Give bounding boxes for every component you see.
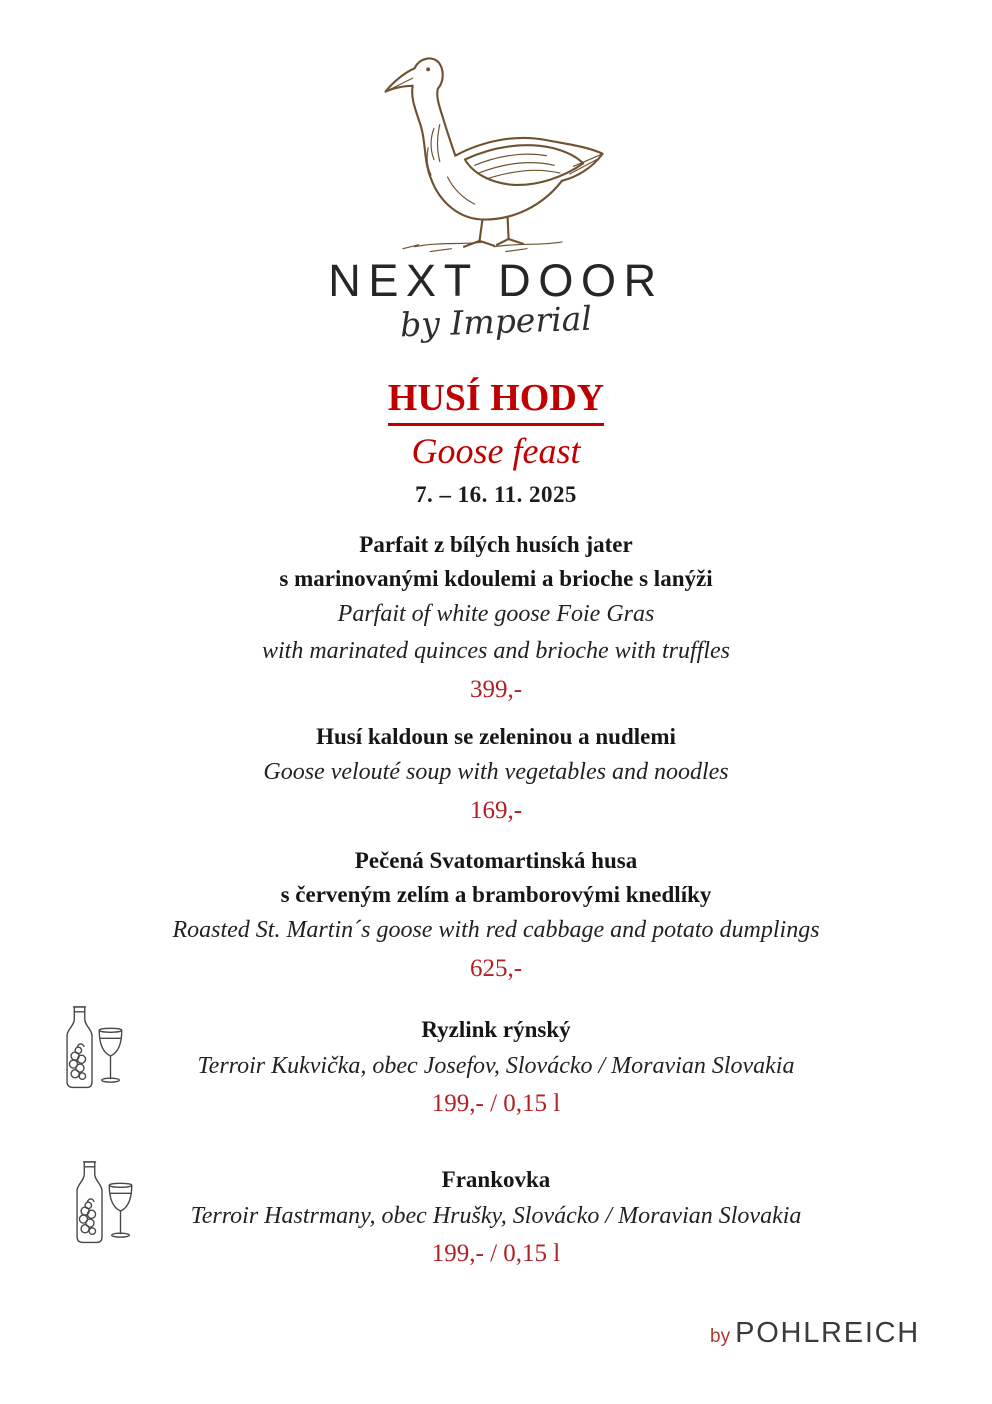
wine-price: 199,- / 0,15 l: [431, 1240, 561, 1267]
wine-item-frankovka: [0, 1162, 992, 1273]
menu-item-roasted-goose: [0, 844, 992, 989]
menu-item-parfait: [0, 528, 992, 710]
dish-name-line: Parfait z bílých husích jater: [359, 532, 633, 557]
wine-item-ryzlink: [0, 1012, 992, 1123]
goose-etching-icon: [370, 30, 622, 258]
wine-name: Ryzlink rýnský: [421, 1017, 571, 1042]
wine-bottle-and-glass-icon: [55, 995, 129, 1106]
footer-brand-name: POHLREICH: [735, 1317, 920, 1349]
logo-byline: by Imperial: [399, 298, 593, 345]
wine-name: Frankovka: [441, 1167, 551, 1192]
dish-name-line: s marinovanými kdoulemi a brioche s lanýži: [279, 566, 713, 591]
goose-illustration: [0, 30, 992, 263]
menu-subtitle: Goose feast: [411, 431, 581, 471]
wine-origin: Terroir Kukvička, obec Josefov, Slovácko / Moravian Slovakia: [197, 1053, 795, 1079]
restaurant-logo: NEXT DOOR: [328, 255, 664, 306]
event-date-range: 7. – 16. 11. 2025: [415, 482, 577, 507]
dish-price: 625,-: [469, 955, 523, 982]
dish-translation-line: with marinated quinces and brioche with truffles: [262, 638, 730, 664]
pohlreich-logo: [710, 1316, 920, 1355]
menu-item-soup: [0, 720, 992, 831]
menu-title: [0, 378, 992, 426]
dish-name-line: Pečená Svatomartinská husa: [354, 848, 638, 873]
dish-translation-line: Parfait of white goose Foie Gras: [337, 601, 655, 627]
dish-name-line: Husí kaldoun se zeleninou a nudlemi: [316, 724, 676, 749]
dish-price: 399,-: [469, 676, 523, 703]
wine-origin: Terroir Hastrmany, obec Hrušky, Slovácko / Moravian Slovakia: [190, 1203, 802, 1229]
menu-title-text: HUSÍ HODY: [388, 378, 604, 426]
wine-price: 199,- / 0,15 l: [431, 1090, 561, 1117]
dish-translation-line: Goose velouté soup with vegetables and noodles: [263, 759, 729, 785]
dish-name-line: s červeným zelím a bramborovými knedlíky: [280, 882, 712, 907]
dish-translation-line: Roasted St. Martin´s goose with red cabbage and potato dumplings: [172, 917, 820, 943]
wine-bottle-and-glass-icon: [65, 1150, 139, 1261]
footer-by-label: by: [710, 1326, 731, 1347]
dish-price: 169,-: [469, 797, 523, 824]
